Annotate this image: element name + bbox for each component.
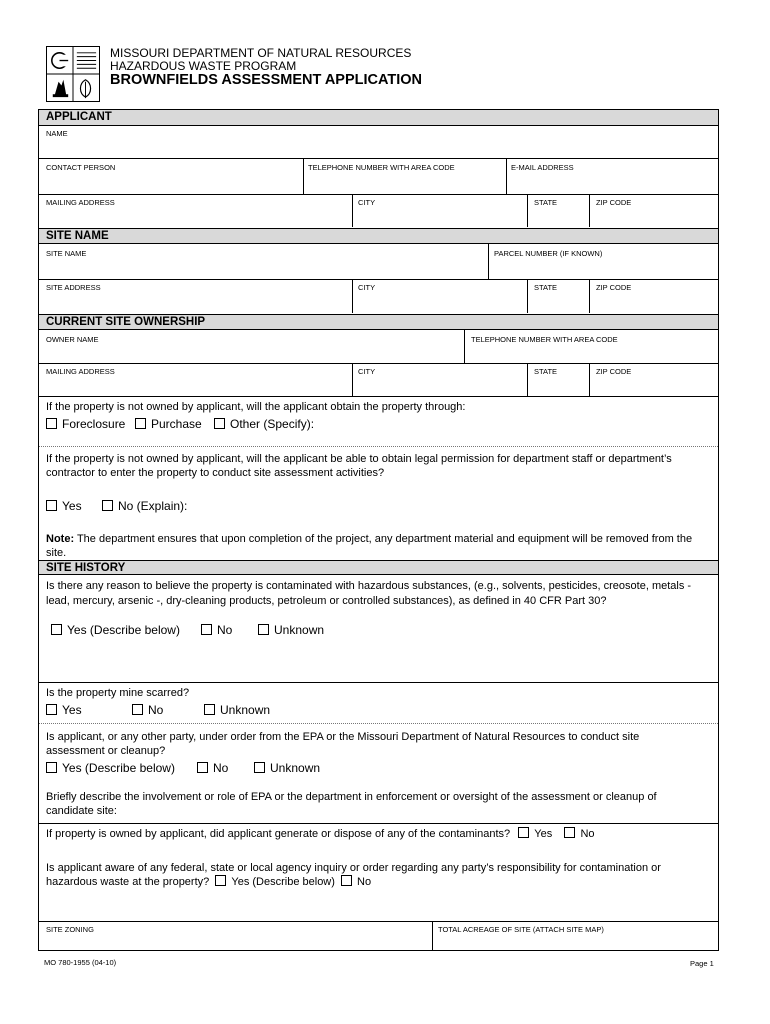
order-no-option[interactable]: No bbox=[197, 761, 228, 775]
applicant-state-label[interactable]: STATE bbox=[534, 198, 558, 207]
permission-yes-checkbox[interactable] bbox=[46, 500, 57, 511]
generate-dispose-question: If property is owned by applicant, did applicant generate or dispose of any of the contaminants? Yes No bbox=[46, 828, 595, 840]
agency-inquiry-question-line2: hazardous waste at the property? Yes (Describe below) No bbox=[46, 876, 372, 888]
order-no-checkbox[interactable] bbox=[197, 762, 208, 773]
applicant-zip-label[interactable]: ZIP CODE bbox=[596, 198, 632, 207]
applicant-mailing-address-label[interactable]: MAILING ADDRESS bbox=[46, 198, 115, 207]
order-question-line1: Is applicant, or any other party, under order from the EPA or the Missouri Department of Natural Resources to conduct site bbox=[46, 731, 640, 743]
application-form bbox=[38, 109, 719, 951]
site-zoning-label[interactable]: SITE ZONING bbox=[46, 925, 94, 934]
applicant-city-label[interactable]: CITY bbox=[358, 198, 376, 207]
contact-person-label[interactable]: CONTACT PERSON bbox=[46, 163, 116, 172]
applicant-name-label: NAME bbox=[46, 129, 68, 138]
site-name-label[interactable]: SITE NAME bbox=[46, 249, 87, 258]
permission-no-checkbox[interactable] bbox=[102, 500, 113, 511]
describe-involvement-line2: candidate site: bbox=[46, 805, 117, 817]
mine-yes-checkbox[interactable] bbox=[46, 704, 57, 715]
foreclosure-option[interactable]: Foreclosure bbox=[46, 417, 125, 431]
permission-question-line2: contractor to enter the property to conduct site assessment activities? bbox=[46, 467, 385, 479]
owner-zip-label[interactable]: ZIP CODE bbox=[596, 367, 632, 376]
contaminated-unknown-checkbox[interactable] bbox=[258, 624, 269, 635]
owner-mailing-address-label[interactable]: MAILING ADDRESS bbox=[46, 367, 115, 376]
contaminated-question-line2: lead, mercury, arsenic -, dry-cleaning products, petroleum or controlled substances), as defined in 40 CFR Part 30? bbox=[46, 595, 607, 607]
agency-inquiry-question-line1: Is applicant aware of any federal, state or local agency inquiry or order regarding any party’s responsibility for contamination or bbox=[46, 862, 661, 874]
purchase-option[interactable]: Purchase bbox=[135, 417, 202, 431]
generate-yes-checkbox[interactable] bbox=[518, 827, 529, 838]
program-name: HAZARDOUS WASTE PROGRAM bbox=[110, 59, 297, 73]
site-city-label[interactable]: CITY bbox=[358, 283, 376, 292]
mine-scarred-question: Is the property mine scarred? bbox=[46, 687, 190, 699]
generate-no-checkbox[interactable] bbox=[564, 827, 575, 838]
permission-question-line1: If the property is not owned by applicant, will the applicant be able to obtain legal permission for department staff or department’s bbox=[46, 453, 672, 465]
parcel-number-label[interactable]: PARCEL NUMBER (IF KNOWN) bbox=[494, 249, 603, 258]
total-acreage-label[interactable]: TOTAL ACREAGE OF SITE (ATTACH SITE MAP) bbox=[438, 925, 604, 934]
section-applicant: APPLICANT bbox=[39, 110, 718, 126]
other-checkbox[interactable] bbox=[214, 418, 225, 429]
order-unknown-checkbox[interactable] bbox=[254, 762, 265, 773]
department-logo bbox=[46, 46, 100, 102]
describe-involvement-line1: Briefly describe the involvement or role of EPA or the department in enforcement or oversight of the assessment or cleanup of bbox=[46, 791, 657, 803]
agency-yes-checkbox[interactable] bbox=[215, 875, 226, 886]
contaminated-yes-option[interactable]: Yes (Describe below) bbox=[51, 623, 180, 637]
purchase-checkbox[interactable] bbox=[135, 418, 146, 429]
site-address-label[interactable]: SITE ADDRESS bbox=[46, 283, 101, 292]
owner-telephone-label[interactable]: TELEPHONE NUMBER WITH AREA CODE bbox=[471, 335, 618, 344]
permission-yes-option[interactable]: Yes bbox=[46, 499, 82, 513]
contaminated-unknown-option[interactable]: Unknown bbox=[258, 623, 324, 637]
foreclosure-checkbox[interactable] bbox=[46, 418, 57, 429]
owner-city-label[interactable]: CITY bbox=[358, 367, 376, 376]
other-specify-option[interactable]: Other (Specify): bbox=[214, 417, 314, 431]
mine-unknown-option[interactable]: Unknown bbox=[204, 703, 270, 717]
contaminated-no-option[interactable]: No bbox=[201, 623, 232, 637]
order-question-line2: assessment or cleanup? bbox=[46, 745, 166, 757]
mine-no-checkbox[interactable] bbox=[132, 704, 143, 715]
applicant-email-label[interactable]: E-MAIL ADDRESS bbox=[511, 163, 574, 172]
obtain-property-question: If the property is not owned by applicant, will the applicant obtain the property through: bbox=[46, 401, 466, 413]
order-unknown-option[interactable]: Unknown bbox=[254, 761, 320, 775]
note-line1: Note: The department ensures that upon completion of the project, any department material and equipment will be removed from the bbox=[46, 533, 693, 545]
contaminated-question-line1: Is there any reason to believe the property is contaminated with hazardous substances, (e.g., solvents, pesticides, creosote, metals - bbox=[46, 580, 692, 592]
permission-no-option[interactable]: No (Explain): bbox=[102, 499, 187, 513]
form-number: MO 780-1955 (04-10) bbox=[44, 958, 117, 967]
mine-no-option[interactable]: No bbox=[132, 703, 163, 717]
order-yes-option[interactable]: Yes (Describe below) bbox=[46, 761, 175, 775]
section-site-history: SITE HISTORY bbox=[39, 560, 718, 575]
department-name: MISSOURI DEPARTMENT OF NATURAL RESOURCES bbox=[110, 46, 412, 60]
owner-name-label[interactable]: OWNER NAME bbox=[46, 335, 99, 344]
section-ownership: CURRENT SITE OWNERSHIP bbox=[39, 314, 718, 330]
site-state-label[interactable]: STATE bbox=[534, 283, 558, 292]
contaminated-yes-checkbox[interactable] bbox=[51, 624, 62, 635]
mine-yes-option[interactable]: Yes bbox=[46, 703, 82, 717]
site-zip-label[interactable]: ZIP CODE bbox=[596, 283, 632, 292]
section-site-name: SITE NAME bbox=[39, 228, 718, 244]
agency-no-checkbox[interactable] bbox=[341, 875, 352, 886]
owner-state-label[interactable]: STATE bbox=[534, 367, 558, 376]
applicant-telephone-label[interactable]: TELEPHONE NUMBER WITH AREA CODE bbox=[308, 163, 455, 172]
contaminated-no-checkbox[interactable] bbox=[201, 624, 212, 635]
dnr-logo-icon bbox=[47, 47, 99, 101]
mine-unknown-checkbox[interactable] bbox=[204, 704, 215, 715]
note-line2: site. bbox=[46, 547, 67, 559]
order-yes-checkbox[interactable] bbox=[46, 762, 57, 773]
form-title: BROWNFIELDS ASSESSMENT APPLICATION bbox=[110, 72, 423, 88]
page-number: Page 1 bbox=[690, 959, 714, 968]
